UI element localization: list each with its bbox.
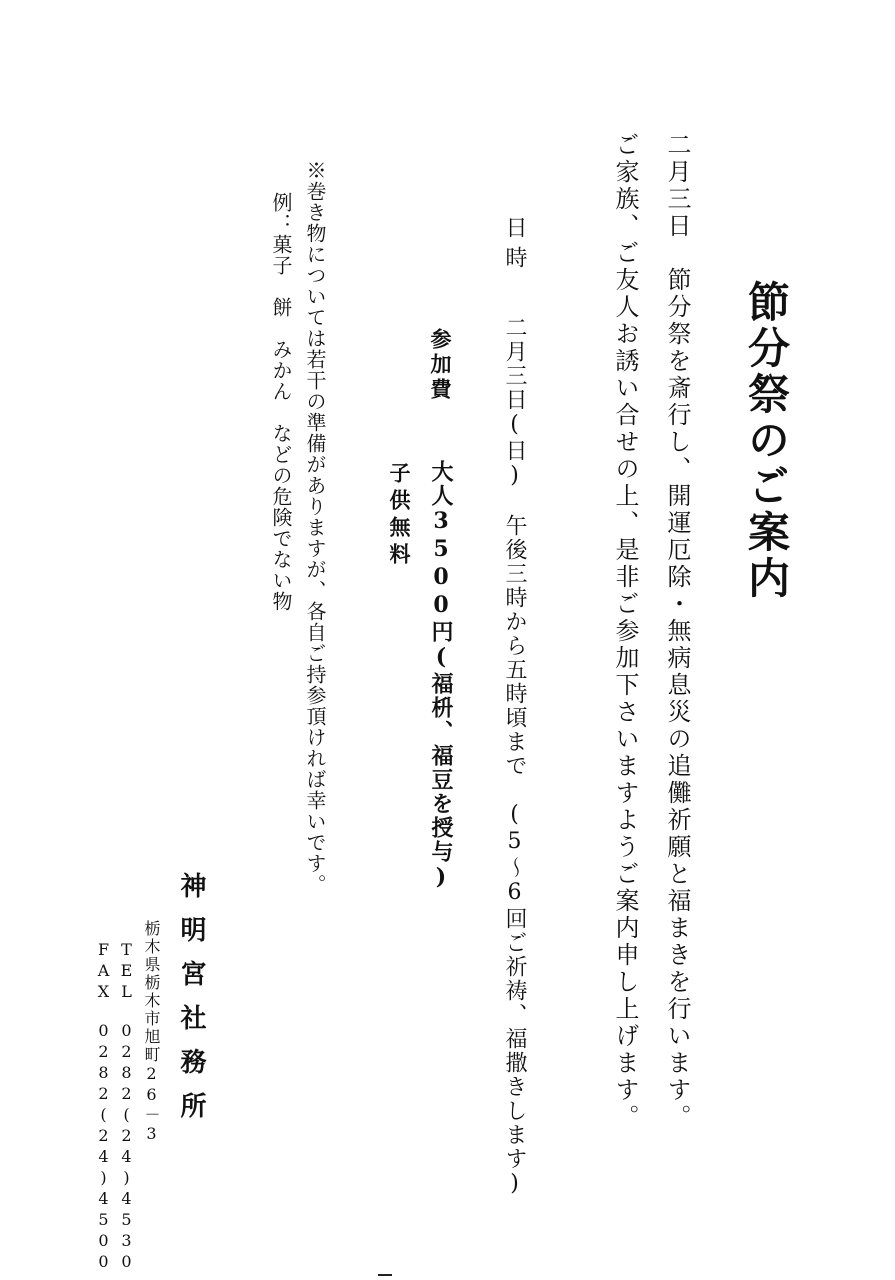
page-title: 節分祭のご案内 [742,280,791,602]
page-edge-mark [378,1274,392,1276]
note-line-2: 例：菓子 餅 みかん などの危険でない物 [269,192,293,612]
schedule-text: 二月三日(日) 午後三時から五時頃まで (5〜6回ご祈祷、福撒きします) [502,316,527,1198]
fee-adult: 大人3500円(福枡、福豆を授与) [428,460,454,892]
announcement-line-2: ご家族、ご友人お誘い合せの上、是非ご参加下さいますようご案内申し上げます。 [611,132,639,1131]
organization-name: 神明宮社務所 [176,872,206,1136]
announcement-line-1: 二月三日 節分祭を斎行し、開運厄除・無病息災の追儺祈願と福まきを行います。 [663,132,691,1131]
fee-child: 子供無料 [387,462,412,570]
note-line-1: ※巻き物については若干の準備がありますが、各自ご持参頂ければ幸いです。 [303,160,327,895]
schedule-label: 日時 [502,216,527,276]
fax: FAX 0282(24)4500 [94,940,113,1273]
telephone: TEL 0282(24)4530 [117,940,136,1273]
fee-label: 参加費 [428,328,453,403]
address-line: 栃木県栃木市旭町26－3 [142,920,161,1145]
